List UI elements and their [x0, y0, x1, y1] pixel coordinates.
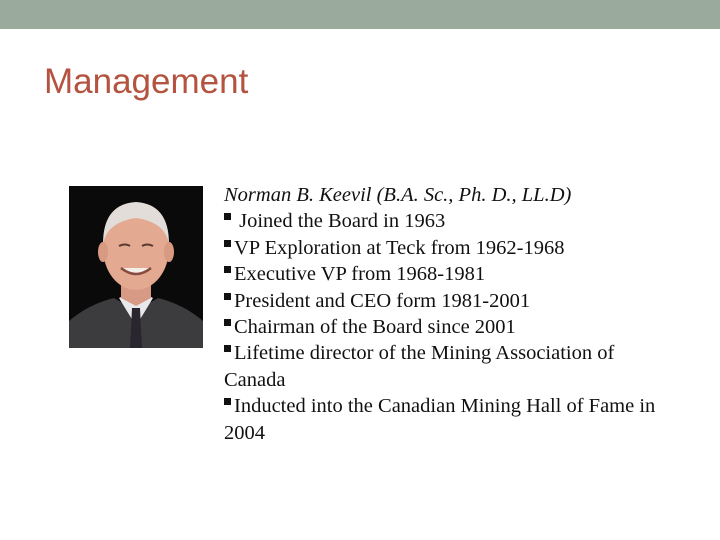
bio-bullet: Executive VP from 1968-1981 [224, 261, 664, 287]
person-name: Norman B. Keevil (B.A. Sc., Ph. D., LL.D) [224, 184, 572, 206]
bio-text [224, 182, 664, 446]
slide-title: Management [44, 62, 249, 101]
bio-bullet: VP Exploration at Teck from 1962-1968 [224, 235, 664, 261]
bio-bullet: Inducted into the Canadian Mining Hall of Fame in 2004 [224, 395, 656, 444]
bio-bullet: Lifetime director of the Mining Association of Canada [224, 342, 615, 391]
bullet-square-icon [224, 213, 231, 220]
bio-bullet: President and CEO form 1981-2001 [224, 288, 664, 314]
bio-bullet: Chairman of the Board since 2001 [224, 314, 664, 340]
bullet-square-icon [224, 266, 231, 273]
bullet-square-icon [224, 345, 231, 352]
bullet-square-icon [224, 240, 231, 247]
portrait-photo [69, 186, 203, 348]
portrait-illustration [69, 186, 203, 348]
bullet-square-icon [224, 398, 231, 405]
bullet-square-icon [224, 293, 231, 300]
top-band [0, 0, 720, 29]
bullet-square-icon [224, 319, 231, 326]
bio-bullet: Joined the Board in 1963 [224, 208, 664, 234]
